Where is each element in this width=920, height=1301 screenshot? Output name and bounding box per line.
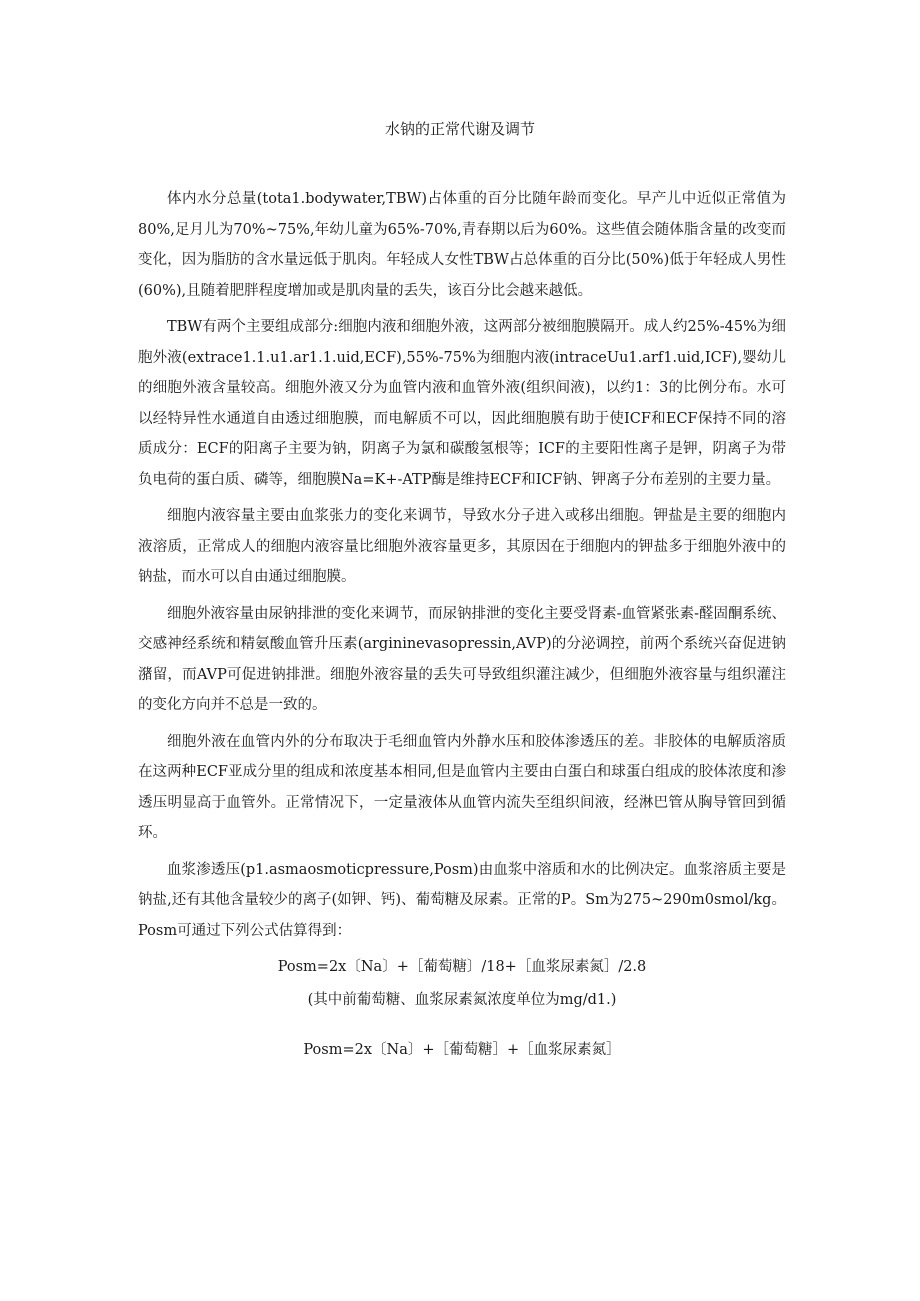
paragraph-plasma-osmolality: 血浆渗透压(p1.asmaosmoticpressure,Posm)由血浆中溶质和水的比例决定。血浆溶质主要是钠盐,还有其他含量较少的离子(如钾、钙)、葡萄糖及尿素。正常的P。Sm为275~290m0smol/kg。Posm可通过下列公式估算得到： [138, 861, 786, 939]
paragraph-compartments: TBW有两个主要组成部分:细胞内液和细胞外液，这两部分被细胞膜隔开。成人约25%-45%为细胞外液(extrace1.1.u1.ar1.1.uid,ECF),55%-75%为细胞内液(intraceUu1.arf1.uid,ICF),婴幼儿的细胞外液含量较高。细胞外液又分为血管内液和血管外液(组织间液)，以约1：3的比例分布。水可以经特异性水通道自由透过细胞膜，而电解质不可以，因此细胞膜有助于使ICF和ECF保持不同的溶质成分：ECF的阳离子主要为钠，阴离子为氯和碳酸氢根等；ICF的主要阳性离子是钾，阴离子为带负电荷的蛋白质、磷等，细胞膜Na=K+-ATP酶是维持ECF和ICF钠、钾离子分布差别的主要力量。 [138, 319, 786, 488]
paragraph-ecf-distribution: 细胞外液在血管内外的分布取决于毛细血管内外静水压和胶体渗透压的差。非胶体的电解质溶质在这两种ECF亚成分里的组成和浓度基本相同,但是血管内主要由白蛋白和球蛋白组成的胶体浓度和渗透压明显高于血管外。正常情况下，一定量液体从血管内流失至组织间液，经淋巴管从胸导管回到循环。 [138, 733, 786, 841]
document-body [138, 184, 786, 1066]
formula-unit-note: (其中前葡萄糖、血浆尿素氮浓度单位为mg/d1.) [307, 991, 617, 1008]
formula-posm-simplified: Posm=2x〔Na〕+［葡萄糖］+［血浆尿素氮］ [303, 1042, 621, 1058]
paragraph-ecf-volume: 细胞外液容量由尿钠排泄的变化来调节，而尿钠排泄的变化主要受肾素-血管紧张素-醛固酮系统、交感神经系统和精氨酸血管升压素(argininevasopressin,AVP)的分泌调控，前两个系统兴奋促进钠潴留，而AVP可促进钠排泄。细胞外液容量的丢失可导致组织灌注减少，但细胞外液容量与组织灌注的变化方向并不总是一致的。 [138, 605, 786, 713]
page-title: 水钠的正常代谢及调节 [384, 120, 535, 138]
formula-posm-mgdl: Posm=2x〔Na〕+［葡萄糖〕/18+［血浆尿素氮］/2.8 [277, 959, 647, 975]
paragraph-tbw: 体内水分总量(tota1.bodywater,TBW)占体重的百分比随年龄而变化。早产儿中近似正常值为80%,足月儿为70%~75%,年幼儿童为65%-70%,青春期以后为60%。这些值会随体脂含量的改变而变化，因为脂肪的含水量远低于肌肉。年轻成人女性TBW占总体重的百分比(50%)低于年轻成人男性(60%),且随着肥胖程度增加或是肌肉量的丢失，该百分比会越来越低。 [138, 191, 786, 299]
paragraph-icf-volume: 细胞内液容量主要由血浆张力的变化来调节，导致水分子进入或移出细胞。钾盐是主要的细胞内液溶质，正常成人的细胞内液容量比细胞外液容量更多，其原因在于细胞内的钾盐多于细胞外液中的钠盐，而水可以自由通过细胞膜。 [138, 508, 786, 585]
